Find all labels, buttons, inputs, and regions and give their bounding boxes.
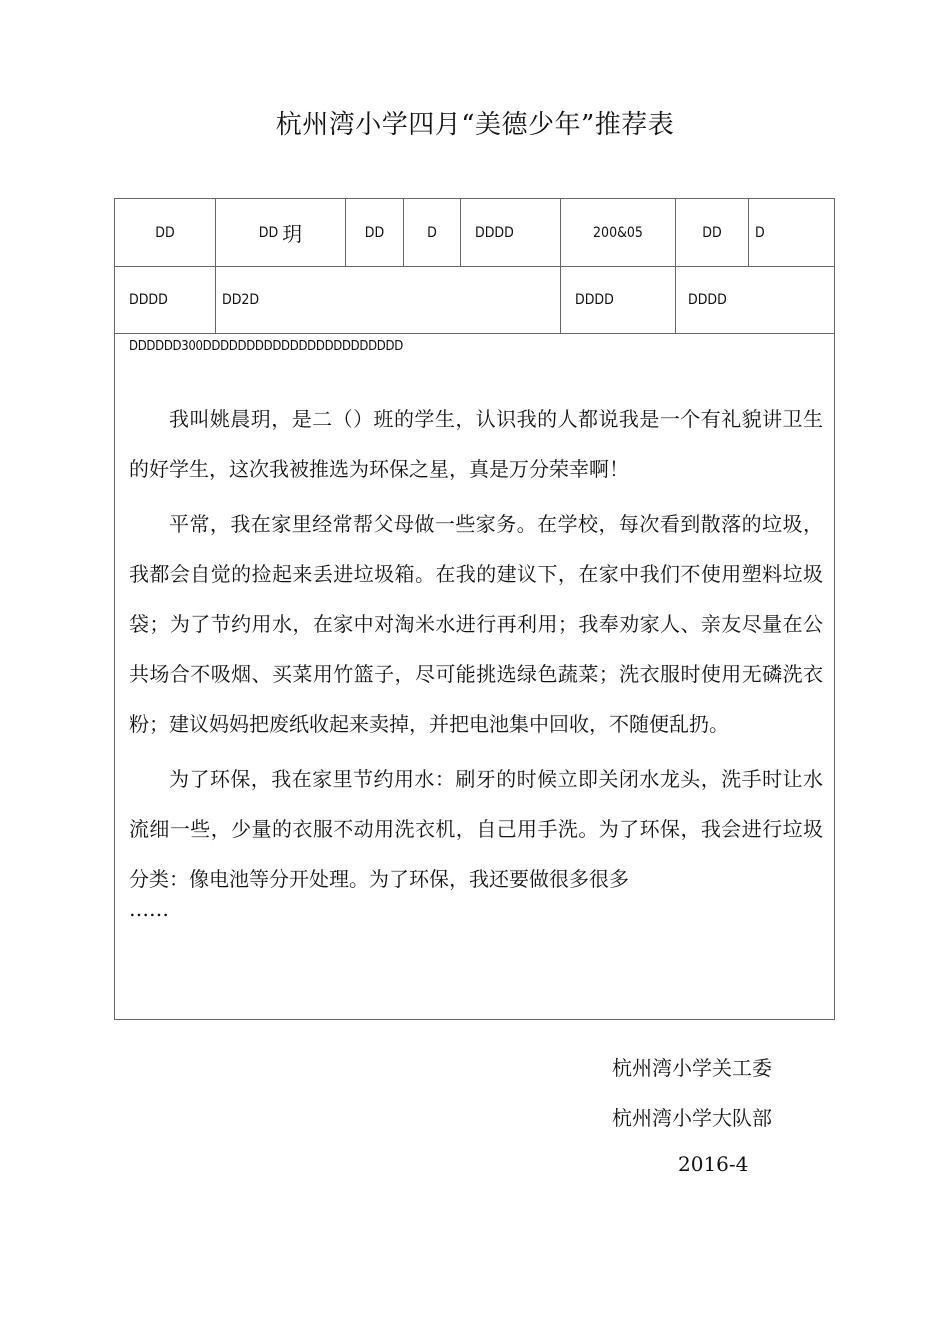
label-phone: DDDD (575, 292, 614, 308)
signature-org-committee: 杭州湾小学关工委 (612, 1056, 772, 1080)
recommendation-form-table (114, 198, 835, 1020)
table-row-class-info (115, 267, 834, 334)
value-name-prefix: DD (258, 224, 279, 241)
label-name-cell (115, 199, 216, 266)
label-gender: DD (364, 224, 385, 241)
signature-date: 2016-4 (678, 1152, 749, 1176)
value-gender: D (427, 224, 437, 241)
label-phone-cell (561, 267, 676, 333)
value-grade-cell (749, 199, 836, 266)
value-gender-cell (404, 199, 461, 266)
value-grade: D (755, 224, 765, 241)
label-birth: DDDD (475, 224, 514, 241)
value-name-char: 玥 (282, 222, 303, 246)
essay-paragraph: 我叫姚晨玥，是二（）班的学生，认识我的人都说我是一个有礼貌讲卫生的好学生，这次我被推选为环保之星，真是万分荣幸啊！ (129, 407, 823, 481)
essay-paragraph: 平常，我在家里经常帮父母做一些家务。在学校，每次看到散落的垃圾，我都会自觉的捡起来丢进垃圾箱。在我的建议下，在家中我们不使用塑料垃圾袋；为了节约用水，在家中对淘米水进行再利用；我奉劝家人、亲友尽量在公共场合不吸烟、买菜用竹篮子，尽可能挑选绿色蔬菜；洗衣服时使用无磷洗衣粉；建议妈妈把废纸收起来卖掉，并把电池集中回收，不随便乱扔。 (129, 512, 823, 736)
label-name: DD (155, 224, 175, 241)
essay-ellipsis: …… (129, 897, 169, 921)
essay-paragraph-text: 为了环保，我在家里节约用水：刷牙的时候立即关闭水龙头，洗手时让水流细一些，少量的衣服不动用洗衣机，自己用手洗。为了环保，我会进行垃圾分类：像电池等分开处理。为了环保，我还要做很多很多 (129, 767, 823, 891)
label-gender-cell (346, 199, 404, 266)
label-grade: DD (702, 224, 722, 241)
label-birth-cell (461, 199, 561, 266)
label-grade-cell (676, 199, 749, 266)
signature-org-brigade: 杭州湾小学大队部 (612, 1106, 772, 1130)
value-class-cell (216, 267, 561, 333)
table-row-basic-info (115, 199, 834, 267)
deeds-essay (129, 394, 823, 924)
label-class: DDDD (129, 292, 168, 308)
value-birth: 200&05 (593, 224, 643, 241)
page-title: 杭州湾小学四月“美德少年”推荐表 (275, 110, 675, 140)
essay-paragraph (129, 754, 823, 919)
label-class-cell (115, 267, 216, 333)
value-class: DD2D (222, 292, 260, 308)
value-phone-cell (676, 267, 836, 333)
value-birth-cell (561, 199, 676, 266)
value-name-cell (216, 199, 346, 266)
value-phone: DDDD (688, 292, 727, 308)
deeds-section-label: DDDDDD300DDDDDDDDDDDDDDDDDDDDDDD (129, 339, 403, 354)
